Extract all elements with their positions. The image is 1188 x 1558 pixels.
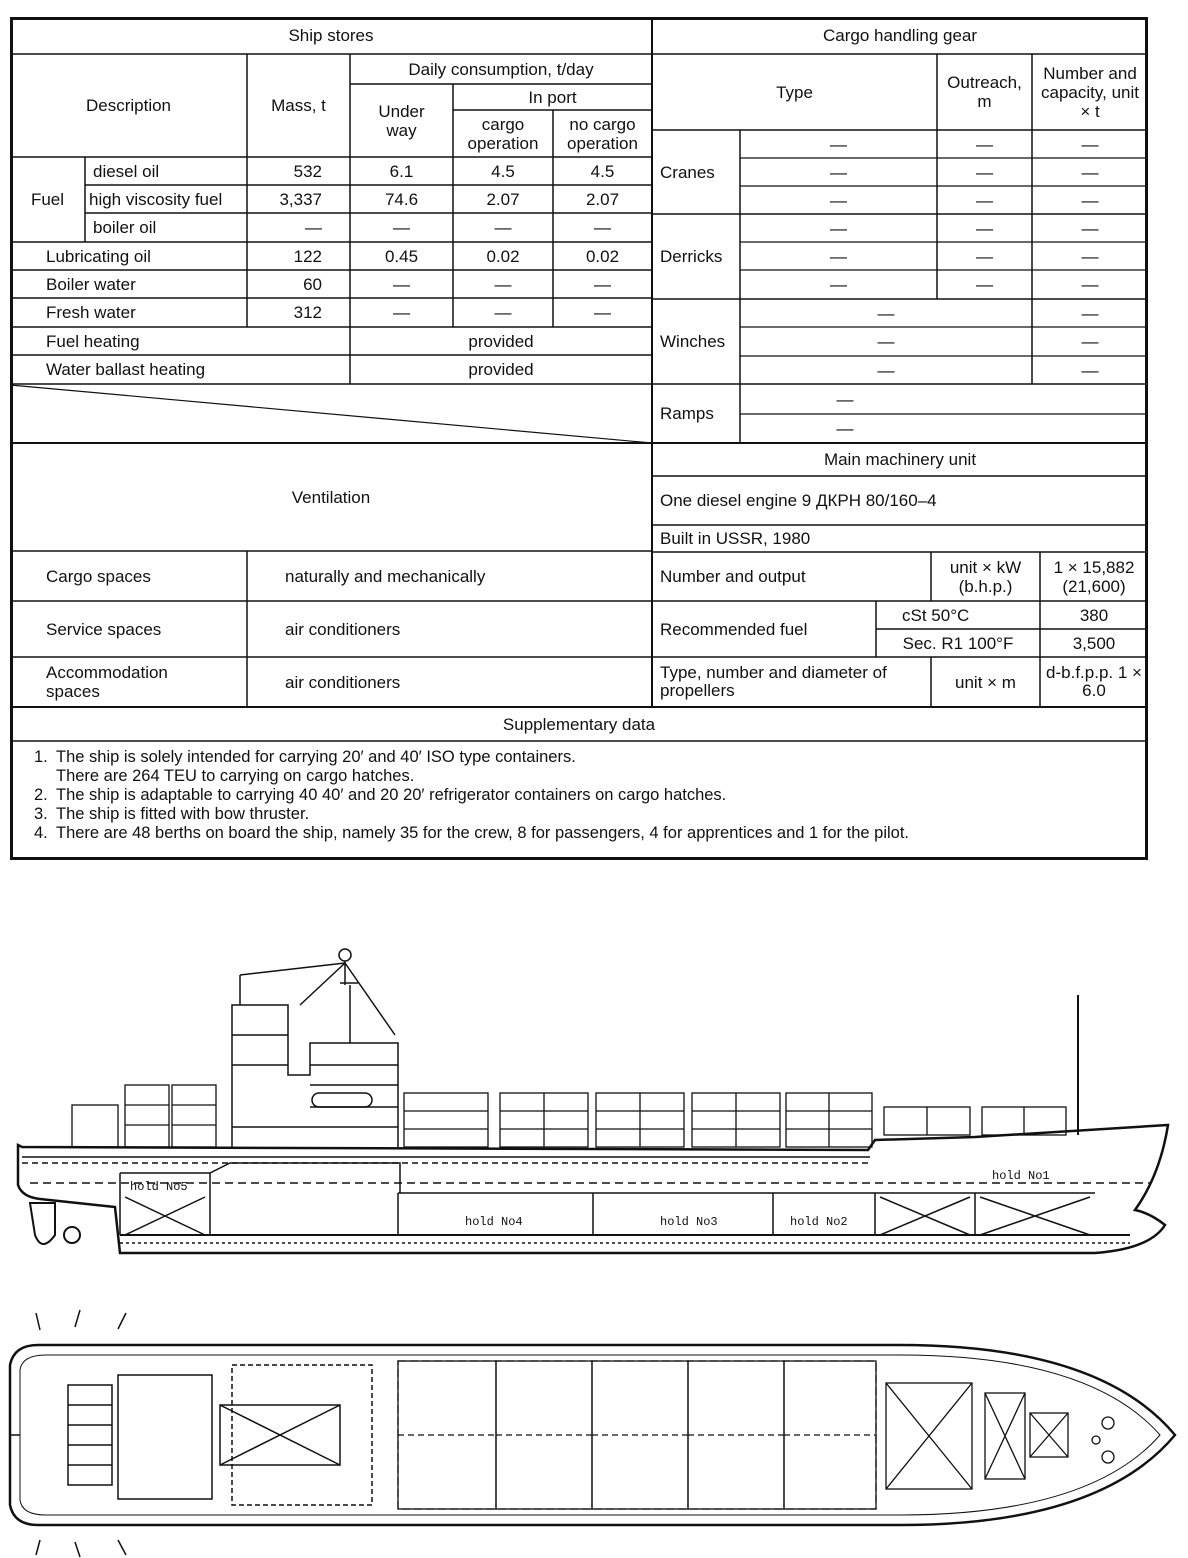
row-under-way: —	[393, 274, 410, 294]
col-mass: Mass, t	[271, 96, 326, 115]
propeller-label: Type, number and diameter of propellers	[660, 663, 887, 700]
gear-outreach-cell: —	[976, 246, 993, 266]
gear-type-cell: —	[877, 360, 895, 380]
gear-outreach-cell: —	[976, 134, 993, 154]
propeller-value: d-b.f.p.p. 1 × 6.0	[1046, 663, 1142, 700]
row-under-way: —	[393, 218, 410, 237]
ship-stores-title: Ship stores	[288, 26, 374, 45]
note-item: 3. The ship is fitted with bow thruster.	[34, 805, 310, 823]
propeller-unit: unit × m	[955, 672, 1016, 692]
col-description: Description	[85, 96, 172, 115]
col-cargo-operation: cargo operation	[467, 114, 539, 153]
gear-outreach-cell: —	[976, 218, 993, 238]
note-item: 2. The ship is adaptable to carrying 40 40′ and 20 20′ refrigerator containers on cargo hatches.	[34, 786, 727, 804]
supplementary-title: Supplementary data	[502, 714, 656, 734]
vent-value: naturally and mechanically	[285, 566, 486, 586]
hold-labels	[130, 1169, 1050, 1229]
fuel-unit-sec: Sec. R1 100°F	[902, 633, 1014, 653]
gear-group-winches: Winches	[660, 332, 726, 351]
note-item: 1. The ship is solely intended for carrying 20′ and 40′ ISO type containers. There are 264 TEU to carrying on cargo hatches.	[34, 748, 576, 785]
row-mass: 532	[293, 161, 322, 181]
fuel-value-cst: 380	[1079, 605, 1109, 625]
col-in-port: In port	[528, 87, 577, 107]
vent-label: Accommodation spaces	[46, 663, 168, 701]
ship-data-sheet	[10, 17, 1148, 860]
gear-type-cell: —	[830, 218, 847, 238]
row-mass: 3,337	[279, 189, 322, 209]
row-mass: 60	[303, 274, 322, 294]
gear-type-cell: —	[830, 275, 847, 294]
note-item: 4. There are 48 berths on board the ship, namely 35 for the crew, 8 for passengers, 4 for apprentices and 1 for the pilot.	[34, 824, 909, 842]
side-profile-drawing	[18, 949, 1168, 1253]
row-mass: —	[305, 218, 322, 237]
gear-type-cell: —	[830, 246, 847, 266]
col-no-cargo-operation: no cargo operation	[567, 114, 638, 153]
row-cargo-op: 2.07	[486, 189, 520, 209]
built-info: Built in USSR, 1980	[660, 529, 811, 548]
gear-type-cell: —	[830, 134, 847, 154]
engine-description: One diesel engine 9 ДКРН 80/160–4	[660, 491, 937, 510]
row-no-cargo-op: 4.5	[590, 161, 615, 181]
gear-outreach-cell: —	[976, 275, 993, 294]
output-label: Number and output	[660, 567, 806, 586]
gear-group-cranes: Cranes	[660, 162, 715, 182]
row-under-way: 0.45	[384, 246, 419, 266]
row-label: boiler oil	[93, 218, 157, 237]
fuel-group-label: Fuel	[30, 190, 65, 209]
hold-label: hold No2	[790, 1215, 848, 1229]
vent-value: air conditioners	[285, 672, 401, 692]
ballast-heating-label: Water ballast heating	[46, 360, 206, 379]
row-under-way: 74.6	[384, 189, 419, 209]
fuel-heating-value: provided	[468, 331, 534, 351]
fuel-heating-label: Fuel heating	[46, 331, 140, 351]
row-cargo-op: —	[494, 218, 512, 237]
ventilation-title: Ventilation	[291, 487, 371, 507]
col-number-capacity: Number and capacity, unit × t	[1041, 63, 1139, 121]
gear-number-cell: —	[1081, 246, 1099, 266]
row-mass: 122	[293, 246, 322, 266]
plan-view-drawing	[10, 1310, 1175, 1557]
hold-label: hold No4	[465, 1215, 523, 1229]
gear-number-cell: —	[1081, 303, 1099, 323]
supplementary-notes	[34, 748, 1134, 843]
output-unit: unit × kW (b.h.p.)	[949, 557, 1022, 596]
fuel-value-sec: 3,500	[1072, 633, 1116, 653]
hold-label: hold No5	[130, 1180, 188, 1194]
row-cargo-op: 4.5	[491, 161, 515, 181]
gear-outreach-cell: —	[976, 162, 993, 182]
gear-outreach-cell: —	[976, 190, 993, 210]
ballast-heating-value: provided	[468, 360, 534, 379]
row-cargo-op: —	[494, 274, 512, 294]
row-cargo-op: —	[494, 303, 512, 322]
col-under-way: Under way	[378, 101, 425, 140]
cargo-gear-title: Cargo handling gear	[822, 26, 978, 45]
gear-type-cell: —	[830, 162, 847, 182]
gear-type-cell: —	[836, 419, 854, 438]
vent-label: Cargo spaces	[46, 566, 151, 586]
row-label: Boiler water	[46, 274, 136, 294]
gear-number-cell: —	[1081, 162, 1099, 182]
row-label: diesel oil	[93, 161, 160, 181]
gear-group-ramps: Ramps	[660, 404, 714, 423]
ship-drawings	[0, 935, 1188, 1558]
row-cargo-op: 0.02	[486, 246, 520, 266]
row-under-way: —	[393, 303, 410, 322]
gear-number-cell: —	[1081, 360, 1099, 380]
col-daily-consumption: Daily consumption, t/day	[408, 59, 594, 79]
hold-label: hold No1	[992, 1169, 1050, 1183]
vent-value: air conditioners	[285, 619, 401, 639]
gear-type-cell: —	[877, 303, 895, 323]
machinery-title: Main machinery unit	[823, 450, 977, 469]
row-label: Lubricating oil	[46, 246, 151, 266]
gear-number-cell: —	[1081, 134, 1099, 154]
row-no-cargo-op: —	[594, 274, 611, 294]
row-no-cargo-op: 0.02	[585, 246, 620, 266]
col-outreach: Outreach, m	[947, 73, 1022, 111]
output-value: 1 × 15,882 (21,600)	[1053, 557, 1135, 596]
hold-label: hold No3	[660, 1215, 718, 1229]
row-label: high viscosity fuel	[89, 189, 223, 209]
gear-number-cell: —	[1081, 332, 1099, 351]
gear-type-cell: —	[836, 389, 854, 409]
row-mass: 312	[293, 303, 322, 322]
col-type: Type	[776, 82, 813, 102]
fuel-label: Recommended fuel	[660, 619, 808, 639]
gear-number-cell: —	[1081, 275, 1099, 294]
row-under-way: 6.1	[389, 161, 414, 181]
row-label: Fresh water	[46, 303, 136, 322]
vent-label: Service spaces	[46, 619, 162, 639]
gear-number-cell: —	[1081, 190, 1099, 210]
row-no-cargo-op: 2.07	[585, 189, 620, 209]
fuel-unit-cst: cSt 50°C	[902, 605, 970, 625]
row-no-cargo-op: —	[594, 303, 611, 322]
gear-type-cell: —	[877, 332, 895, 351]
gear-type-cell: —	[830, 190, 847, 210]
gear-group-derricks: Derricks	[660, 247, 723, 266]
gear-number-cell: —	[1081, 218, 1099, 238]
row-no-cargo-op: —	[594, 218, 611, 237]
